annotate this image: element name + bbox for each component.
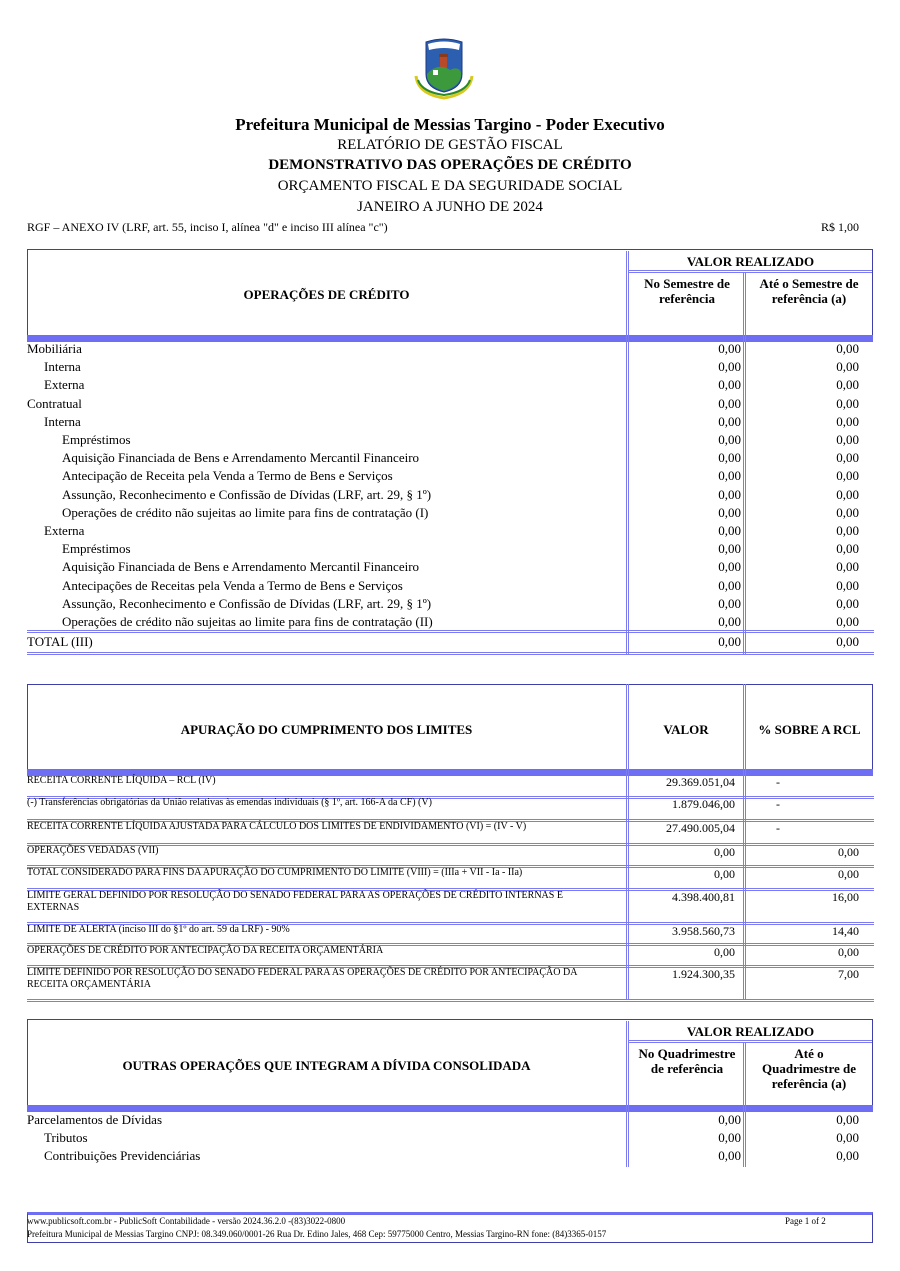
row-value-cumulative: 0,00 xyxy=(836,1130,859,1146)
row-value-period: 0,00 xyxy=(718,1112,741,1127)
table-row xyxy=(27,1129,873,1147)
row-value-period: 0,00 xyxy=(718,450,741,466)
row-value-cumulative: 0,00 xyxy=(836,359,859,375)
table-row xyxy=(27,1147,873,1165)
row-label: Externa xyxy=(44,377,85,393)
row-value-cumulative: 0,00 xyxy=(836,432,859,447)
row-label: RECEITA CORRENTE LÍQUIDA AJUSTADA PARA CÁLCULO DOS LIMITES DE ENDIVIDAMENTO (VI) = (IV - V) xyxy=(27,821,527,832)
table-row xyxy=(27,431,873,449)
row-value-period: 0,00 xyxy=(718,486,741,502)
table2-col1-header: VALOR xyxy=(663,722,709,737)
report-name: RELATÓRIO DE GESTÃO FISCAL xyxy=(337,137,563,153)
table2-col2-header: % SOBRE A RCL xyxy=(758,722,861,737)
row-value-period: 0,00 xyxy=(718,541,741,557)
table1-group-header: VALOR REALIZADO xyxy=(686,254,815,269)
row-value: 0,00 xyxy=(714,945,735,959)
total-value-cumulative: 0,00 xyxy=(836,634,859,649)
row-label: OPERAÇÕES VEDADAS (VII) xyxy=(27,845,159,856)
statement-name: DEMONSTRATIVO DAS OPERAÇÕES DE CRÉDITO xyxy=(268,157,632,173)
legal-reference: RGF – ANEXO IV (LRF, art. 55, inciso I, alínea "d" e inciso III alínea "c") xyxy=(27,220,388,234)
row-value: 0,00 xyxy=(714,867,735,881)
row-percent-rcl: 14,40 xyxy=(832,924,859,938)
currency-unit: R$ 1,00 xyxy=(820,220,859,234)
row-value-cumulative: 0,00 xyxy=(836,341,859,356)
total-label: TOTAL (III) xyxy=(27,634,93,649)
row-label: LIMITE DEFINIDO POR RESOLUÇÃO DO SENADO FEDERAL PARA AS OPERAÇÕES DE CRÉDITO POR ANTECIPAÇÃO DA RECEITA ORÇAMENTÁRIA xyxy=(27,967,577,990)
row-percent-rcl: 0,00 xyxy=(838,845,859,859)
row-label: Empréstimos xyxy=(62,541,131,557)
table-row xyxy=(27,413,873,431)
footer-software-info: www.publicsoft.com.br - PublicSoft Contabilidade - versão 2024.36.2.0 -(83)3022-0800 xyxy=(27,1216,346,1226)
table-row xyxy=(27,558,873,576)
row-value-period: 0,00 xyxy=(718,413,741,429)
table3-col2-header: Até o Quadrimestre de referência (a) xyxy=(762,1046,856,1091)
table3-col1-header: No Quadrimestre de referência xyxy=(638,1046,736,1076)
row-value-period: 0,00 xyxy=(718,341,741,356)
row-value-cumulative: 0,00 xyxy=(836,595,859,611)
row-value: 1.879.046,00 xyxy=(672,797,735,811)
row-label: Tributos xyxy=(44,1130,88,1146)
row-label: Parcelamentos de Dívidas xyxy=(27,1112,163,1127)
table3-subheader-divider xyxy=(629,1040,872,1043)
row-value-cumulative: 0,00 xyxy=(836,377,859,393)
row-label: Antecipação de Receita pela Venda a Termo de Bens e Serviços xyxy=(62,468,393,484)
row-label: TOTAL CONSIDERADO PARA FINS DA APURAÇÃO DO CUMPRIMENTO DO LIMITE (VIII) = (IIIa + VII - Ia - IIa) xyxy=(27,867,523,878)
row-label: Contribuições Previdenciárias xyxy=(44,1148,201,1164)
table-row xyxy=(27,467,873,485)
row-percent-rcl: - xyxy=(776,797,780,811)
row-divider xyxy=(27,999,874,1002)
table-row xyxy=(27,358,873,376)
row-value-period: 0,00 xyxy=(718,559,741,575)
table-row xyxy=(27,577,873,595)
budget-scope: ORÇAMENTO FISCAL E DA SEGURIDADE SOCIAL xyxy=(277,178,623,194)
table-row xyxy=(27,486,873,504)
row-value: 3.958.560,73 xyxy=(672,924,735,938)
row-percent-rcl: 16,00 xyxy=(832,890,859,904)
page-number: Page 1 of 2 xyxy=(785,1216,826,1226)
row-value-period: 0,00 xyxy=(718,523,741,538)
row-value-cumulative: 0,00 xyxy=(836,541,859,557)
row-percent-rcl: 7,00 xyxy=(838,967,859,981)
row-label: Empréstimos xyxy=(62,432,131,447)
table1-col2-header: Até o Semestre de referência (a) xyxy=(759,276,859,306)
row-value-cumulative: 0,00 xyxy=(836,559,859,575)
row-value: 27.490.005,04 xyxy=(666,821,735,835)
row-label: LIMITE GERAL DEFINIDO POR RESOLUÇÃO DO SENADO FEDERAL PARA AS OPERAÇÕES DE CRÉDITO INTERNAS E EXTERNAS xyxy=(27,890,563,913)
row-label: Aquisição Financiada de Bens e Arrendamento Mercantil Financeiro xyxy=(62,450,420,466)
row-value-period: 0,00 xyxy=(718,1148,741,1164)
row-value-cumulative: 0,00 xyxy=(836,1112,859,1127)
footer-entity-info: Prefeitura Municipal de Messias Targino CNPJ: 08.349.060/0001-26 Rua Dr. Edino Jales, 468 Cep: 59775000 Centro, Messias Targino-RN fone: (84)3365-0157 xyxy=(27,1229,607,1239)
table1-col1-header: No Semestre de referência xyxy=(644,276,730,306)
row-value-period: 0,00 xyxy=(718,468,741,484)
row-label: Antecipações de Receitas pela Venda a Termo de Bens e Serviços xyxy=(62,577,403,593)
table3-title: OUTRAS OPERAÇÕES QUE INTEGRAM A DÍVIDA CONSOLIDADA xyxy=(122,1058,531,1073)
row-label: Operações de crédito não sujeitas ao limite para fins de contratação (II) xyxy=(62,614,433,629)
row-label: Operações de crédito não sujeitas ao limite para fins de contratação (I) xyxy=(62,504,429,520)
row-label: OPERAÇÕES DE CRÉDITO POR ANTECIPAÇÃO DA RECEITA ORÇAMENTÁRIA xyxy=(27,945,384,956)
row-value-cumulative: 0,00 xyxy=(836,1148,859,1164)
row-value-cumulative: 0,00 xyxy=(836,413,859,429)
row-value-cumulative: 0,00 xyxy=(836,486,859,502)
row-label: Assunção, Reconhecimento e Confissão de Dívidas (LRF, art. 29, § 1º) xyxy=(62,595,432,611)
row-value: 1.924.300,35 xyxy=(672,967,735,981)
row-value-period: 0,00 xyxy=(718,1130,741,1146)
row-value-cumulative: 0,00 xyxy=(836,577,859,593)
row-value-period: 0,00 xyxy=(718,614,741,629)
report-period: JANEIRO A JUNHO DE 2024 xyxy=(357,199,543,215)
row-value-cumulative: 0,00 xyxy=(836,523,859,538)
table-row xyxy=(27,595,873,613)
row-value: 0,00 xyxy=(714,845,735,859)
row-value-cumulative: 0,00 xyxy=(836,468,859,484)
row-percent-rcl: 0,00 xyxy=(838,867,859,881)
table-row xyxy=(27,613,873,631)
row-value-cumulative: 0,00 xyxy=(836,450,859,466)
table-row xyxy=(27,449,873,467)
row-value-period: 0,00 xyxy=(718,432,741,447)
row-value-period: 0,00 xyxy=(718,577,741,593)
row-label: Externa xyxy=(44,523,85,538)
table-row xyxy=(27,1111,873,1129)
row-label: LIMITE DE ALERTA (inciso III do §1º do art. 59 da LRF) - 90% xyxy=(27,924,290,935)
table-row xyxy=(27,376,873,394)
row-label: Contratual xyxy=(27,395,82,411)
row-value: 29.369.051,04 xyxy=(666,775,735,789)
row-value-period: 0,00 xyxy=(718,395,741,411)
table1-total-divider-bottom xyxy=(27,652,874,655)
table1-total-row xyxy=(27,633,873,651)
table-row xyxy=(27,522,873,540)
row-value-period: 0,00 xyxy=(718,359,741,375)
row-value-cumulative: 0,00 xyxy=(836,504,859,520)
row-percent-rcl: - xyxy=(776,775,780,789)
row-percent-rcl: - xyxy=(776,821,780,835)
row-value-period: 0,00 xyxy=(718,504,741,520)
row-label: Assunção, Reconhecimento e Confissão de Dívidas (LRF, art. 29, § 1º) xyxy=(62,486,432,502)
row-value-cumulative: 0,00 xyxy=(836,614,859,629)
table1-title: OPERAÇÕES DE CRÉDITO xyxy=(243,287,410,302)
table-row xyxy=(27,504,873,522)
row-label: (-) Transferências obrigatórias da União relativas às emendas individuais (§ 1º, art. 166-A da CF) (V) xyxy=(27,797,432,808)
row-value-period: 0,00 xyxy=(718,595,741,611)
row-label: Mobiliária xyxy=(27,341,82,356)
table2-title: APURAÇÃO DO CUMPRIMENTO DOS LIMITES xyxy=(180,722,473,737)
total-value-semester: 0,00 xyxy=(718,634,741,649)
row-label: Interna xyxy=(44,413,81,429)
table-row xyxy=(27,540,873,558)
table-row xyxy=(27,340,873,358)
row-label: RECEITA CORRENTE LÍQUIDA – RCL (IV) xyxy=(27,775,216,786)
row-value: 4.398.400,81 xyxy=(672,890,735,904)
row-percent-rcl: 0,00 xyxy=(838,945,859,959)
page-title: Prefeitura Municipal de Messias Targino - Poder Executivo xyxy=(235,115,665,134)
row-label: Aquisição Financiada de Bens e Arrendamento Mercantil Financeiro xyxy=(62,559,420,575)
row-value-cumulative: 0,00 xyxy=(836,395,859,411)
table-row xyxy=(27,395,873,413)
table1-subheader-divider xyxy=(629,270,872,273)
municipal-coat-of-arms-icon xyxy=(410,36,478,100)
table3-group-header: VALOR REALIZADO xyxy=(686,1024,815,1039)
row-value-period: 0,00 xyxy=(718,377,741,393)
row-label: Interna xyxy=(44,359,81,375)
